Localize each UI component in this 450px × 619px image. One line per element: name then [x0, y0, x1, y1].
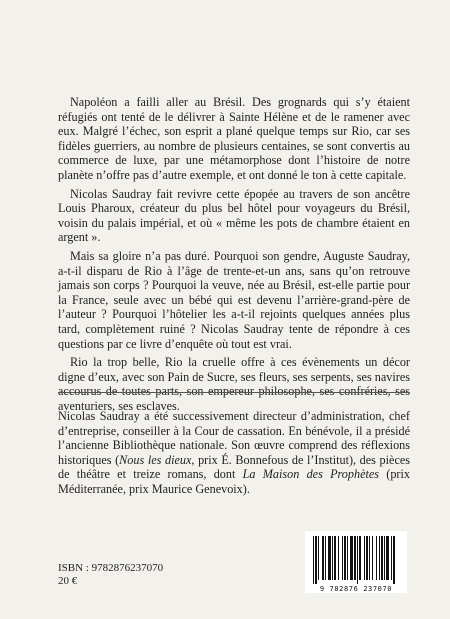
- barcode-digits: 9 782876 237070: [319, 585, 393, 593]
- author-bio: [58, 409, 410, 497]
- barcode-bar: [338, 536, 339, 580]
- author-bio-text: [58, 409, 410, 497]
- barcode-bar: [315, 536, 317, 584]
- barcode-bar: [334, 536, 336, 580]
- bio-text: , prix É. Bonnefous de l’Institut), des pièces de théâtre et treize romans, dont: [58, 452, 410, 482]
- bio-text: (prix Méditerranée, prix Maurice Genevoix).: [58, 467, 410, 496]
- bio-text: Nicolas Saudray a été successivement directeur d’administration, chef d’entreprise, conseiller à la Cour de cassation. En bénévole, il a présidé l’ancienne Bibliothèque nationale. Son œuvre comprend des réflexions historiques (: [58, 409, 410, 467]
- barcode-bar: [318, 536, 319, 580]
- barcode-bar: [347, 536, 348, 580]
- barcode-bar: [322, 536, 324, 580]
- price: 20 €: [58, 575, 78, 587]
- barcode-bar: [325, 536, 326, 580]
- divider: [58, 392, 410, 393]
- barcode-bar: [384, 536, 385, 580]
- barcode-bar: [328, 536, 331, 580]
- barcode-bar: [364, 536, 365, 580]
- barcode-bar: [372, 536, 373, 580]
- barcode-bar: [379, 536, 380, 580]
- isbn: ISBN : 9782876237070: [58, 562, 164, 574]
- barcode: [305, 531, 407, 593]
- barcode-bar: [344, 536, 346, 580]
- barcode-bar: [359, 536, 361, 580]
- barcode-bar: [369, 536, 370, 580]
- barcode-bar: [391, 536, 392, 580]
- barcode-bar: [393, 536, 395, 584]
- synopsis-paragraph: Nicolas Saudray fait revivre cette épopée au travers de son ancêtre Louis Pharoux, créateur du plus bel hôtel pour voyageurs du Brésil, voisin du palais impérial, et où « même les pots de chambre étaient en argent ».: [58, 186, 410, 245]
- book-title: La Maison des Prophètes: [242, 467, 380, 482]
- barcode-bar: [350, 536, 353, 580]
- book-title: Nous les dieux: [119, 452, 192, 467]
- barcode-bar: [313, 536, 314, 584]
- barcode-bar: [386, 536, 389, 580]
- synopsis: [58, 95, 410, 417]
- synopsis-paragraph: Napoléon a failli aller au Brésil. Des grognards qui s’y étaient réfugiés ont tenté de le délivrer à Sainte Hélène et de le ramener avec eux. Malgré l’échec, son esprit a plané quelque temps sur Rio, car ses fidèles guerriers, au nombre de plusieurs centaines, se sont convertis au commerce de luxe, par une métamorphose dont l’histoire de notre planète n’offre pas d’autre exemple, et ont donné le ton à cette capitale.: [58, 95, 410, 182]
- barcode-bar: [376, 536, 377, 580]
- barcode-bars: [305, 531, 407, 585]
- barcode-bar: [366, 536, 368, 580]
- synopsis-paragraph: Mais sa gloire n’a pas duré. Pourquoi son gendre, Auguste Saudray, a-t-il disparu de Rio à l’âge de trente-et-un ans, sans qu’on retrouve jamais son corps ? Pourquoi la veuve, née au Brésil, est-elle partie pour la France, seule avec un bébé qui est devenu l’arrière-grand-père de l’auteur ? Pourquoi l’hôtelier les a-t-il rejoints quelques années plus tard, complètement ruiné ? Nicolas Saudray tente de répondre à ces questions par ce livre d’enquête où tout est vrai.: [58, 248, 410, 351]
- barcode-bar: [342, 536, 343, 580]
- barcode-bar: [354, 536, 356, 580]
- barcode-bar: [381, 536, 383, 580]
- barcode-bar: [332, 536, 333, 580]
- synopsis-paragraph: Rio la trop belle, Rio la cruelle offre à ces évènements un décor digne d’eux, avec son Pain de Sucre, ses fleurs, ses serpents, ses navires accourus de toutes parts, son empereur philosophe, ses confréries, ses aventuriers, ses esclaves.: [58, 355, 410, 413]
- barcode-bar: [357, 536, 358, 584]
